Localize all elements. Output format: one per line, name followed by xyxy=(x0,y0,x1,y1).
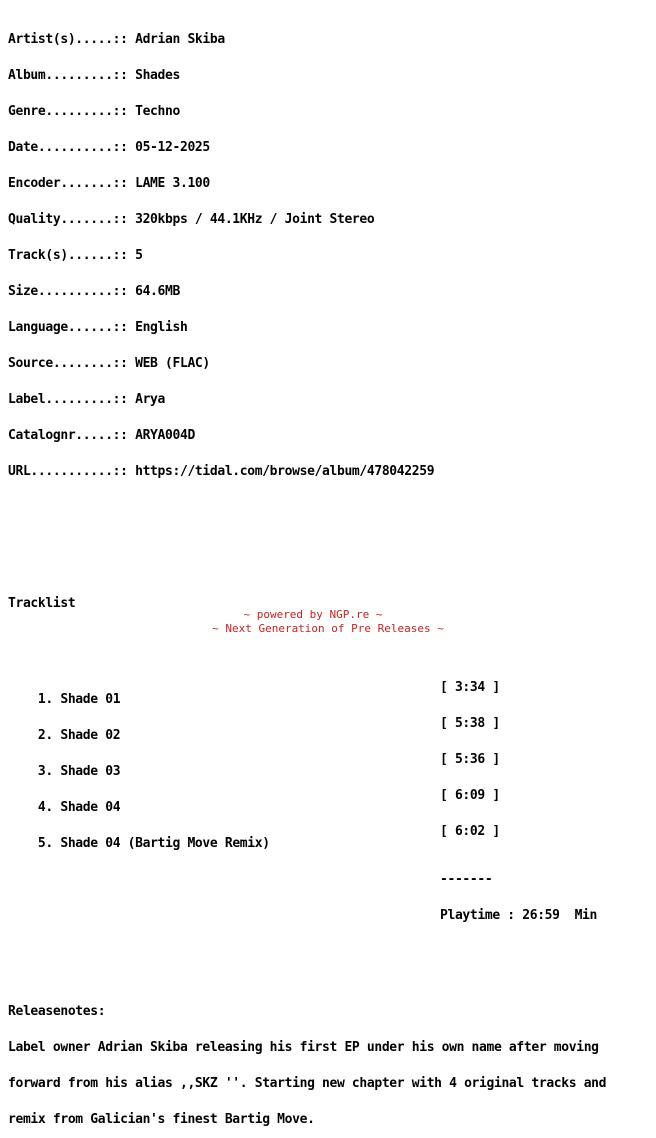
footer-powered-by: ~ powered by NGP.re ~ xyxy=(243,608,383,621)
info-size: Size..........:: 64.6MB xyxy=(8,284,180,299)
footer-tagline: ~ Next Generation of Pre Releases ~ xyxy=(212,622,444,635)
track-row xyxy=(8,824,653,851)
spacer xyxy=(8,550,653,562)
track-duration: [ 5:36 ] xyxy=(440,752,500,767)
nfo-document xyxy=(8,10,653,1138)
track-row xyxy=(8,680,653,707)
info-date: Date..........:: 05-12-2025 xyxy=(8,140,210,155)
playtime-separator xyxy=(8,874,653,886)
info-artist: Artist(s).....:: Adrian Skiba xyxy=(8,32,225,47)
track-title: 5. Shade 04 (Bartig Move Remix) xyxy=(37,836,270,851)
track-row xyxy=(8,752,653,779)
tracklist-heading: Tracklist xyxy=(8,596,76,611)
info-language: Language......:: English xyxy=(8,320,188,335)
track-duration: [ 6:02 ] xyxy=(440,824,500,839)
spacer xyxy=(8,514,653,526)
separator-line: ------- xyxy=(440,872,493,887)
spacer xyxy=(8,958,653,970)
info-url: URL...........:: https://tidal.com/browse/album/478042259 xyxy=(8,464,435,479)
info-source: Source........:: WEB (FLAC) xyxy=(8,356,210,371)
releasenotes-line: Label owner Adrian Skiba releasing his first EP under his own name after moving xyxy=(8,1040,599,1055)
info-tracks: Track(s)......:: 5 xyxy=(8,248,143,263)
info-quality: Quality.......:: 320kbps / 44.1KHz / Joint Stereo xyxy=(8,212,375,227)
playtime-total: Playtime : 26:59 Min xyxy=(440,908,598,923)
info-album: Album.........:: Shades xyxy=(8,68,180,83)
track-duration: [ 6:09 ] xyxy=(440,788,500,803)
playtime-row xyxy=(8,910,653,922)
track-title: 1. Shade 01 xyxy=(37,692,121,707)
info-encoder: Encoder.......:: LAME 3.100 xyxy=(8,176,210,191)
info-catalognr: Catalognr.....:: ARYA004D xyxy=(8,428,195,443)
releasenotes-line: forward from his alias ,,SKZ ''. Starting new chapter with 4 original tracks and xyxy=(8,1076,607,1091)
info-label: Label.........:: Arya xyxy=(8,392,166,407)
track-title: 2. Shade 02 xyxy=(37,728,121,743)
info-genre: Genre.........:: Techno xyxy=(8,104,180,119)
releasenotes-heading: Releasenotes: xyxy=(8,1004,106,1019)
track-row xyxy=(8,788,653,815)
track-title: 3. Shade 03 xyxy=(37,764,121,779)
track-duration: [ 5:38 ] xyxy=(440,716,500,731)
releasenotes-line: remix from Galician's finest Bartig Move. xyxy=(8,1112,315,1127)
spacer xyxy=(8,634,653,646)
track-title: 4. Shade 04 xyxy=(37,800,121,815)
track-duration: [ 3:34 ] xyxy=(440,680,500,695)
track-row xyxy=(8,716,653,743)
